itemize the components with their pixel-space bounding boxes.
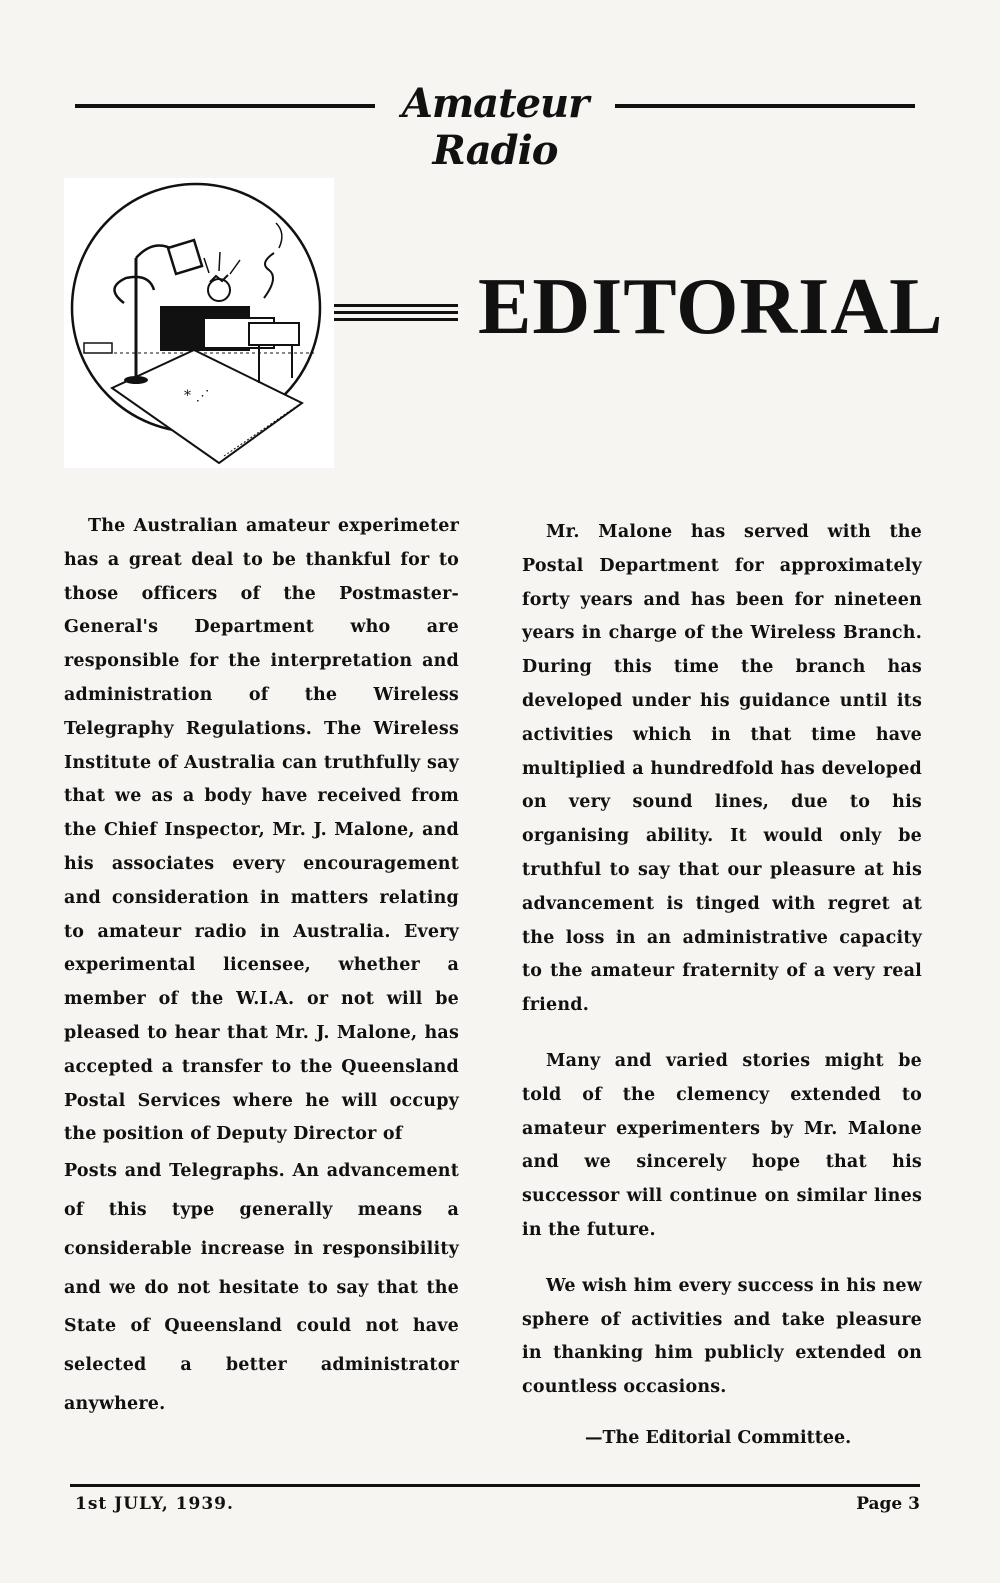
left-column [64,510,459,1424]
masthead-rule-left [75,104,375,108]
editorial-signature: —The Editorial Committee. [585,1428,852,1448]
radio-operator-cartoon-illustration [64,178,334,468]
masthead-title: Amateur Radio [401,80,589,174]
editorial-headline: EDITORIAL [478,263,944,351]
left-column-paragraph-lower: Posts and Telegraphs. An advancement of this type generally means a considerable increase in responsibility and we do not hesitate to say that the State of Queensland could not have selected a better administrator anywhere. [64,1161,459,1414]
svg-text:* ⋰: * ⋰ [184,388,210,404]
right-column [522,516,922,1405]
page-number: Page 3 [856,1494,920,1514]
right-column-paragraph-1: Mr. Malone has served with the Postal Department for approximately forty years and has been for nineteen years in charge of the Wireless Branch. During this time the branch has developed under his guidance until its activities which in that time have multiplied a hundredfold has developed on very sound lines, due to his organising ability. It would only be truthful to say that our pleasure at his advancement is tinged with regret at the loss in an administrative capacity to the amateur fraternity of a very real friend. [522,522,922,1016]
right-column-paragraph-2: Many and varied stories might be told of the clemency extended to amateur experimenters by Mr. Malone and we sincerely hope that his successor will continue on similar lines in the future. [522,1050,922,1240]
footer-rule [70,1484,920,1487]
masthead [70,80,920,174]
left-column-paragraph-upper: The Australian amateur experimeter has a great deal to be thankful for to those officers of the Postmaster-General's Department who are responsible for the interpretation and administration of the Wireless Telegraphy Regulations. The Wireless Institute of Australia can truthfully say that we as a body have received from the Chief Inspector, Mr. J. Malone, and his associates every encouragement and consideration in matters relating to amateur radio in Australia. Every experimental licensee, whether a member of the W.I.A. or not will be pleased to hear that Mr. J. Malone, has accepted a transfer to the Queensland Postal Services where he will occupy the position of Deputy Director of [64,516,459,1145]
decorative-triple-rule [334,304,458,324]
issue-date: 1st JULY, 1939. [75,1494,234,1514]
right-column-paragraph-3: We wish him every success in his new sphere of activities and take pleasure in thanking him publicly extended on countless occasions. [522,1275,922,1398]
masthead-rule-right [615,104,915,108]
